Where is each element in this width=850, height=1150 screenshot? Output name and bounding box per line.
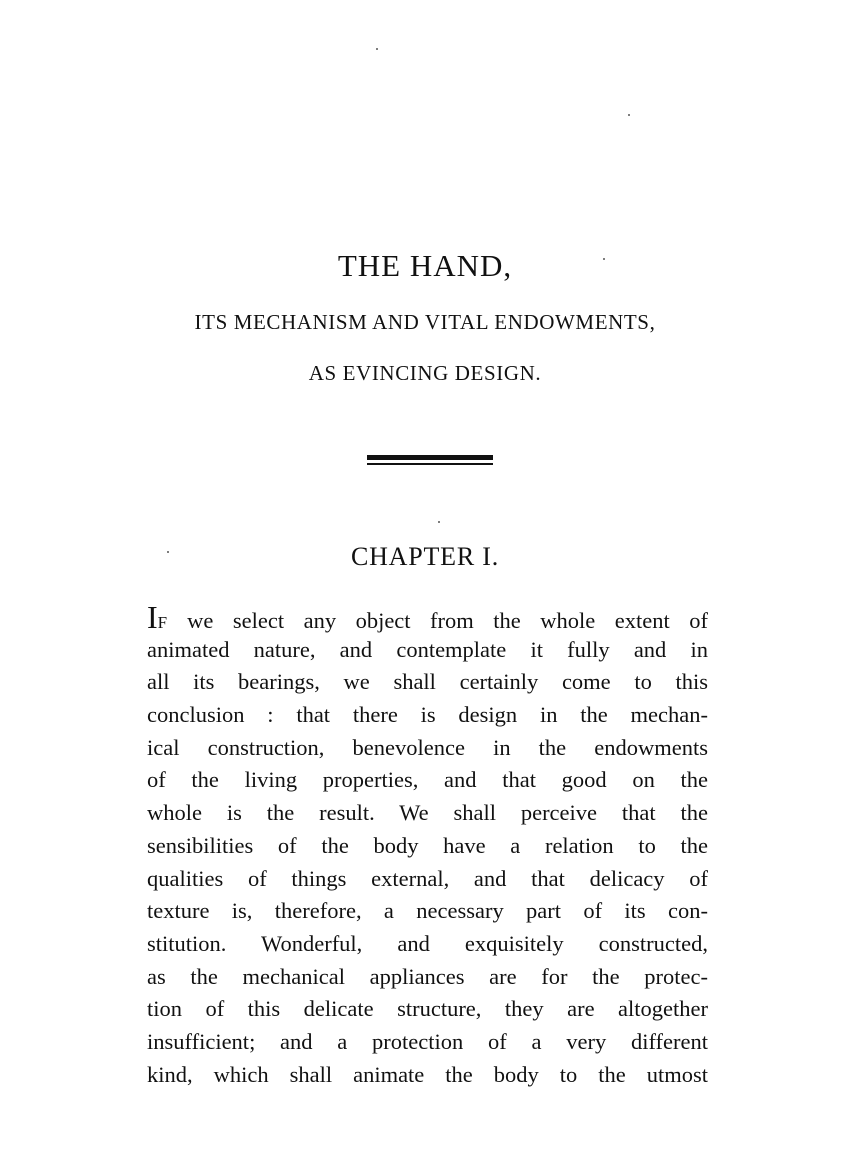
paragraph-line: [147, 601, 708, 634]
book-title: THE HAND,: [337, 248, 513, 283]
scan-speck: [376, 48, 378, 50]
paragraph-line: stitution. Wonderful, and exquisitely constructed,: [147, 930, 708, 956]
paragraph-line: animated nature, and contemplate it fully and in: [147, 636, 708, 662]
paragraph-line: kind, which shall animate the body to the utmost: [147, 1061, 708, 1087]
paragraph-line: texture is, therefore, a necessary part of its con-: [147, 898, 708, 924]
paragraph-line: insufficient; and a protection of a very different: [147, 1028, 708, 1054]
rule-thick-line: [367, 455, 493, 460]
first-line-text: we select any object from the whole extent of: [167, 608, 708, 633]
paragraph-line: as the mechanical appliances are for the protec-: [147, 963, 708, 989]
drop-cap-letter: I: [147, 599, 158, 635]
book-subtitle-line-1: ITS MECHANISM AND VITAL ENDOWMENTS,: [194, 310, 656, 334]
chapter-heading: CHAPTER I.: [350, 542, 500, 571]
body-paragraph: [147, 601, 708, 1091]
paragraph-line: tion of this delicate structure, they are altogether: [147, 996, 708, 1022]
small-cap-letter: F: [157, 613, 168, 632]
paragraph-line: ical construction, benevolence in the endowments: [147, 734, 708, 760]
paragraph-line: all its bearings, we shall certainly come to this: [147, 669, 708, 695]
paragraph-line: sensibilities of the body have a relation to the: [147, 832, 708, 858]
paragraph-line: qualities of things external, and that delicacy of: [147, 865, 708, 891]
paragraph-line: conclusion : that there is design in the mechan-: [147, 702, 708, 728]
scan-speck: [438, 521, 440, 523]
book-subtitle-line-2: AS EVINCING DESIGN.: [308, 361, 542, 385]
scan-speck: [628, 114, 630, 116]
ornamental-rule: [367, 455, 493, 466]
paragraph-line: of the living properties, and that good on the: [147, 767, 708, 793]
rule-thin-line: [367, 463, 493, 465]
paragraph-line: whole is the result. We shall perceive that the: [147, 800, 708, 826]
